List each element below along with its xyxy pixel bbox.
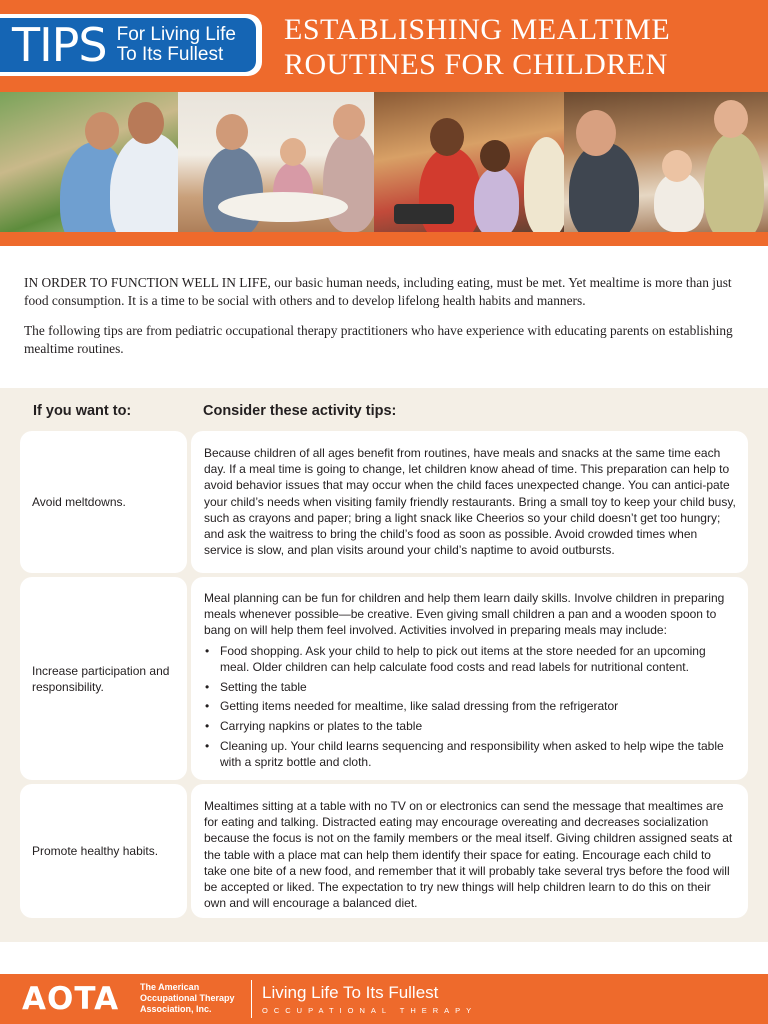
organization-name-line1: The American (140, 982, 200, 992)
column-header-tips: Consider these activity tips: (203, 403, 397, 419)
tips-bullet-list (204, 643, 736, 770)
aota-logo: AOTA (22, 981, 120, 1017)
footer-banner (0, 974, 768, 1024)
organization-name-line3: Association, Inc. (140, 1004, 212, 1014)
photo-family-dinner (178, 92, 374, 232)
list-item: • Carrying napkins or plates to the table (204, 718, 736, 734)
table-row-1-tips (191, 431, 748, 573)
header-banner (0, 0, 768, 92)
table-row-3-tips (191, 784, 748, 918)
tips-badge-inner (0, 18, 256, 72)
tips-subtitle-line1: For Living Life (116, 24, 236, 45)
list-item: • Food shopping. Ask your child to help to pick out items at the store needed for an upcoming meal. Older children can help calculate food costs and read labels for nutritional content. (204, 643, 736, 675)
goal-text: Avoid meltdowns. (32, 495, 126, 509)
intro-paragraph-1: IN ORDER TO FUNCTION WELL IN LIFE, our basic human needs, including eating, must be met. Yet mealtime is more than just food consumption. It is a time to be social with others and to develop lifelong health habits and manners. (24, 275, 732, 308)
orange-divider-bar (0, 232, 768, 246)
intro-text (24, 274, 750, 370)
photo-strip (0, 92, 768, 232)
organization-name (140, 982, 235, 1015)
tips-badge (0, 14, 262, 76)
list-item: • Setting the table (204, 679, 736, 695)
table-row-3-goal (20, 784, 187, 918)
intro-paragraph-2: The following tips are from pediatric occupational therapy practitioners who have experience with educating parents on establishing mealtime routines. (24, 323, 733, 356)
photo-grocery-shopping (0, 92, 178, 232)
goal-text: Increase participation and responsibility. (32, 663, 170, 694)
page-title-line2: ROUTINES FOR CHILDREN (284, 48, 668, 81)
tips-text: Meal planning can be fun for children and help them learn daily skills. Involve children in preparing meals whenever possible—be creative. Even giving small children a pan and a wooden spoon to bang on will help them feel involved. Activities involved in preparing meals may include: (204, 591, 725, 638)
list-item: • Getting items needed for mealtime, like salad dressing from the refrigerator (204, 698, 736, 714)
table-row-1-goal (20, 431, 187, 573)
goal-text: Promote healthy habits. (32, 844, 159, 858)
footer-tagline: Living Life To Its Fullest (262, 983, 439, 1002)
photo-cooking-together (374, 92, 564, 232)
list-item: • Cleaning up. Your child learns sequencing and responsibility when asked to help wipe the table with a spritz bottle and cloth. (204, 738, 736, 770)
table-row-2-goal (20, 577, 187, 780)
tips-subtitle (117, 25, 236, 65)
tips-word: TIPS (12, 18, 107, 72)
page-title (284, 12, 764, 82)
photo-feeding-baby (564, 92, 768, 232)
organization-name-line2: Occupational Therapy (140, 993, 235, 1003)
tips-text: Because children of all ages benefit from routines, have meals and snacks at the same time each day. If a meal time is going to change, let children know ahead of time. This preparation can help to avoid behavior issues that may occur when the child faces unexpected change. You can antici-pate your child’s needs when visiting family friendly restaurants. Bring a small toy to keep your child busy, such as crayons and paper; bring a light snack like Cheerios so your child doesn’t get too hungry; and ask the waitress to bring the child’s food as soon as possible. Avoid crowded times when service is slow, and plan visits around your child’s naptime to avoid outbursts. (204, 446, 736, 558)
tips-text: Mealtimes sitting at a table with no TV on or electronics can send the message that mealtimes are for eating and talking. Distracted eating may encourage overeating and decreases socialization because the focus is not on the family members or the meal itself. Giving children assigned seats at the table with a place mat can help them identify their space for eating. Encourage each child to take one bite of a new food, and remember that it will probably take several trys before the food will be accepted or liked. The expectation to try new things will help children learn to do this on their own and will encourage a balanced diet. (204, 799, 733, 911)
footer-subtagline: OCCUPATIONAL THERAPY (262, 1006, 478, 1015)
footer-divider (251, 980, 252, 1018)
page-title-line1: ESTABLISHING MEALTIME (284, 13, 671, 46)
tips-subtitle-line2: To Its Fullest (116, 44, 224, 65)
column-header-goal: If you want to: (33, 403, 132, 419)
table-row-2-tips (191, 577, 748, 780)
